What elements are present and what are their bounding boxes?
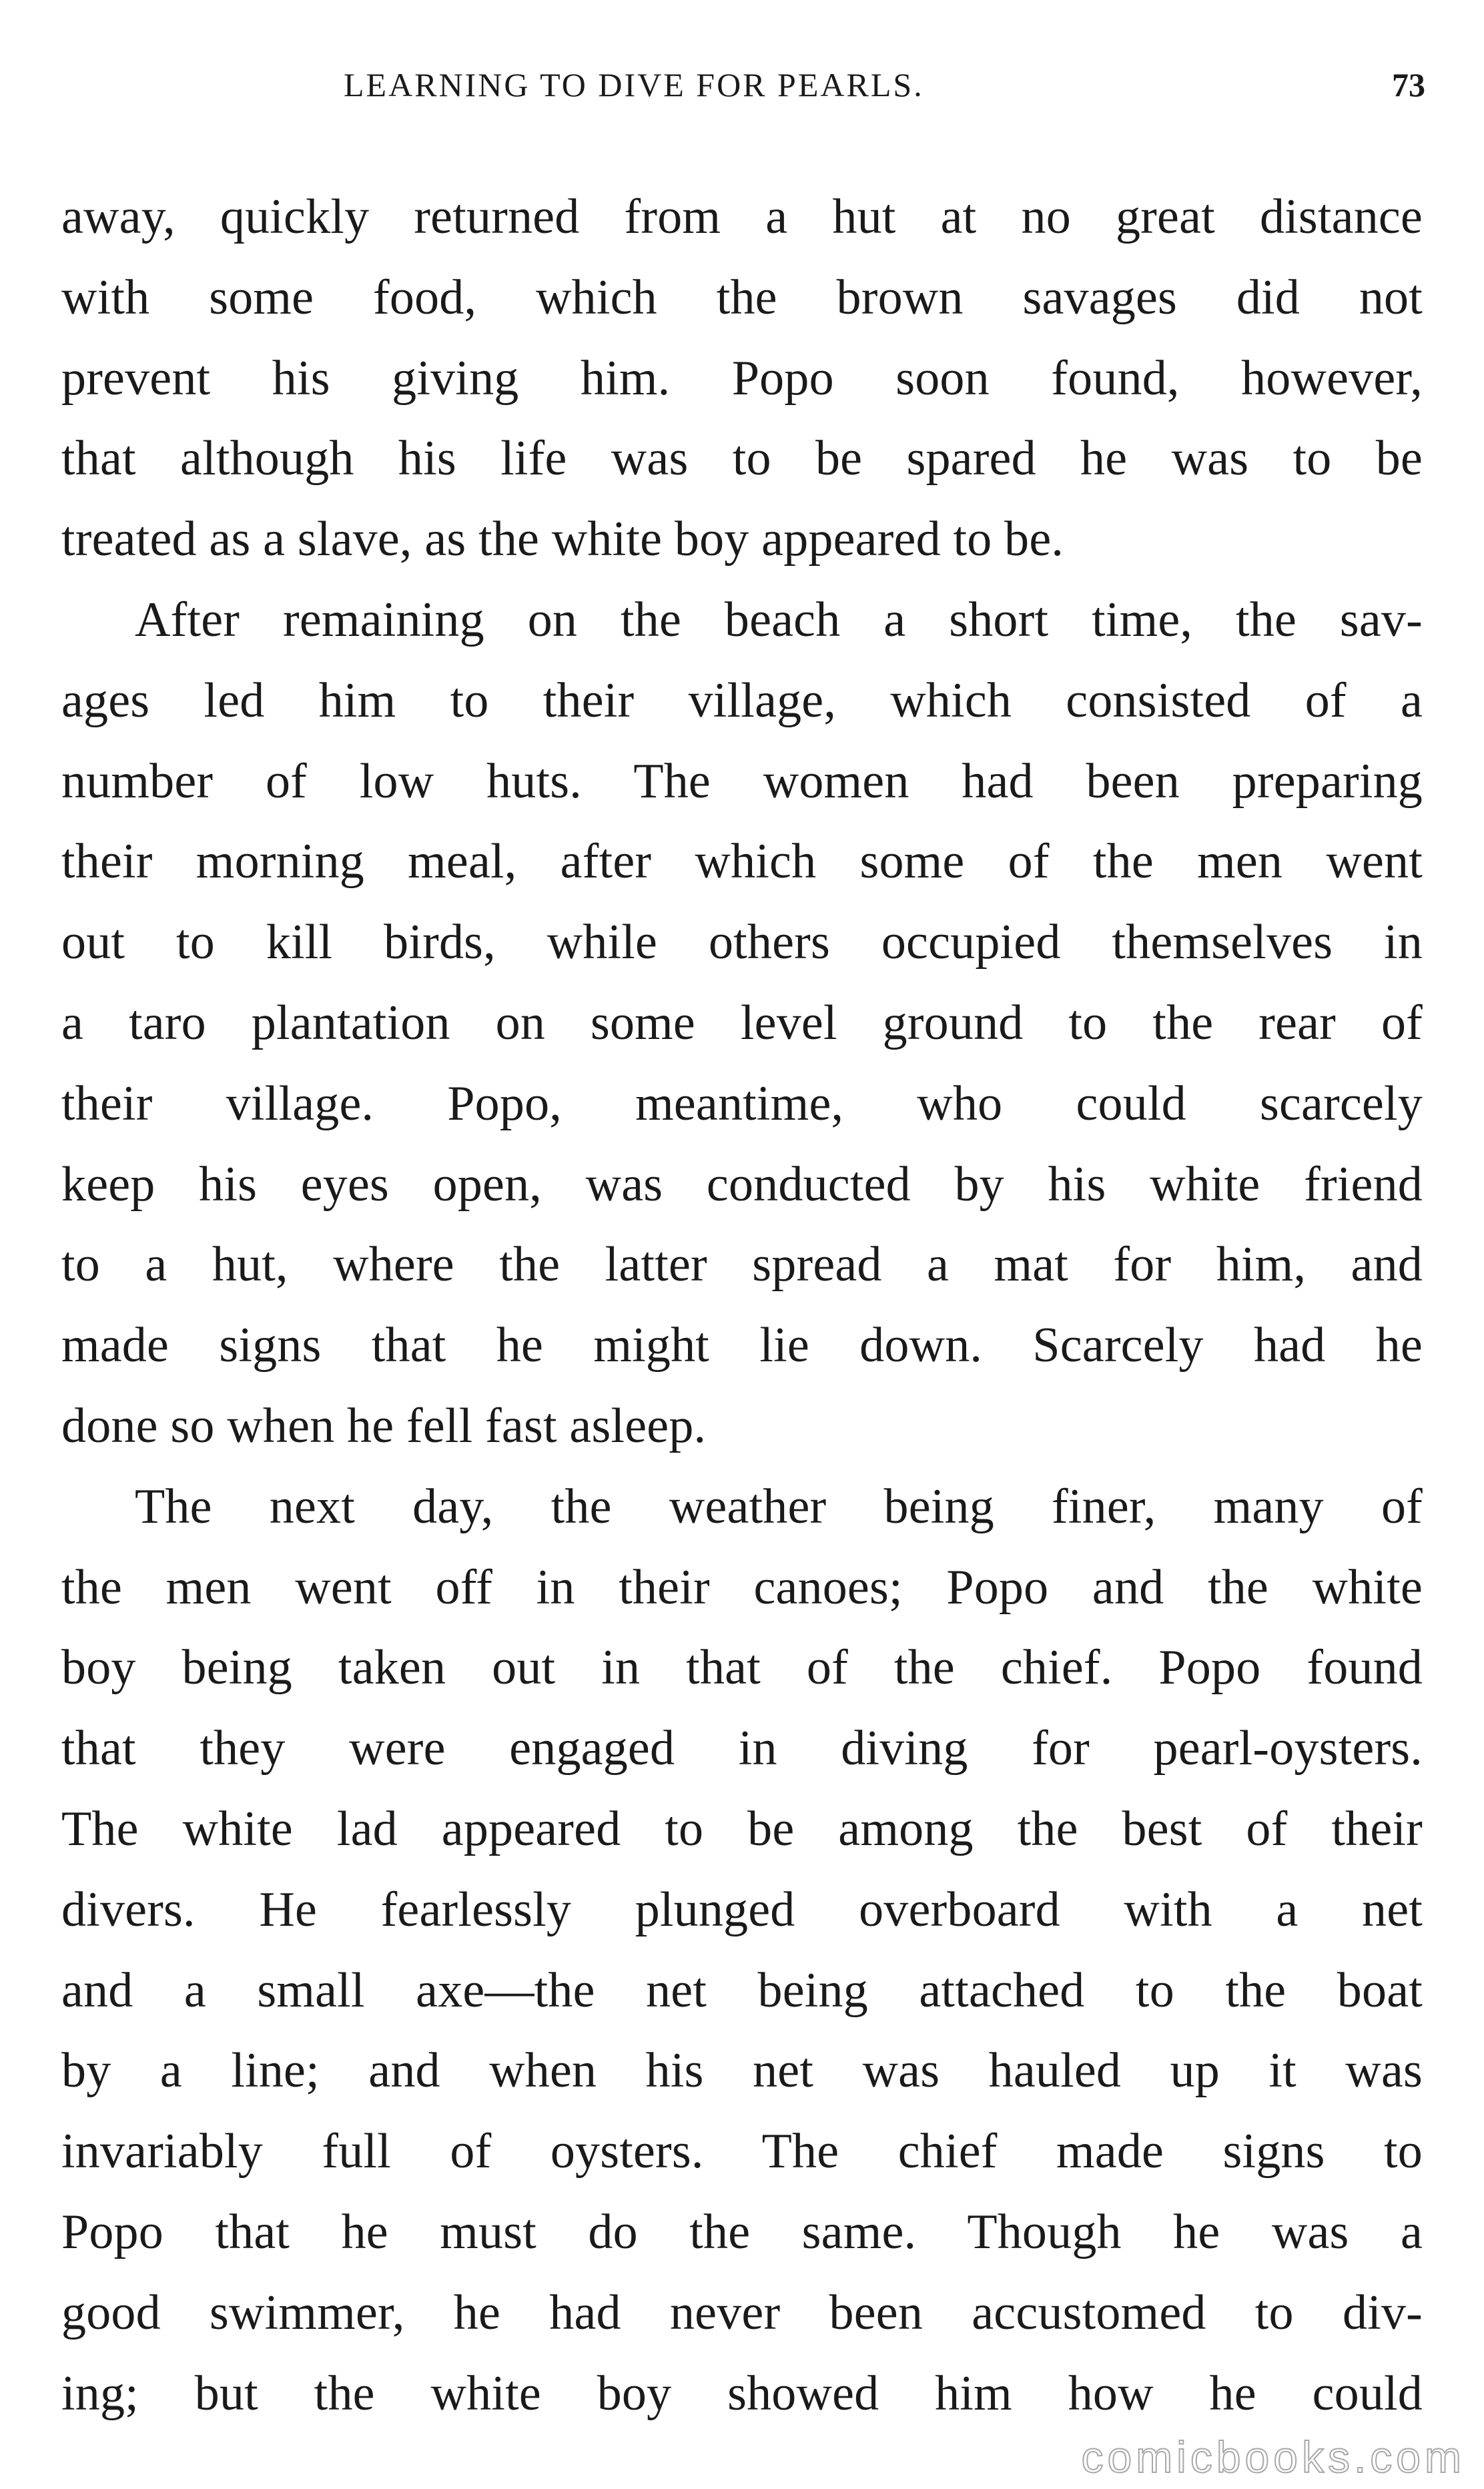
text-line: made signs that he might lie down. Scarcely had he [61,1318,1423,1373]
text-line: the men went off in their canoes; Popo and the white [61,1559,1423,1615]
text-line: After remaining on the beach a short time, the sav- [135,592,1423,647]
text-line: their village. Popo, meantime, who could scarcely [61,1076,1423,1131]
text-line: invariably full of oysters. The chief made signs to [61,2124,1423,2179]
text-line: Popo that he must do the same. Though he was a [61,2204,1423,2259]
text-line: done so when he fell fast asleep. [61,1398,707,1453]
text-line: that they were engaged in diving for pearl-oysters. [61,1721,1423,1776]
text-line: with some food, which the brown savages did not [61,270,1423,325]
text-line: divers. He fearlessly plunged overboard with a net [61,1882,1423,1937]
text-line: boy being taken out in that of the chief. Popo found [61,1640,1423,1696]
text-line: by a line; and when his net was hauled up it was [61,2043,1423,2099]
text-line: that although his life was to be spared he was to be [61,431,1423,486]
paragraph-2 [61,580,1423,1467]
running-title: LEARNING TO DIVE FOR PEARLS. [344,66,924,103]
page-number: 73 [1392,66,1425,103]
text-line: keep his eyes open, was conducted by his white friend [61,1156,1423,1212]
text-line: The next day, the weather being finer, many of [135,1479,1423,1534]
text-line: good swimmer, he had never been accustomed to div- [61,2285,1423,2340]
text-line: and a small axe—the net being attached to the boat [61,1963,1423,2018]
text-line: number of low huts. The women had been preparing [61,753,1423,809]
text-line: The white lad appeared to be among the best of their [61,1801,1423,1856]
running-head [0,61,1484,108]
text-line: a taro plantation on some level ground to the rear of [61,995,1423,1050]
text-line: away, quickly returned from a hut at no great distance [61,190,1423,244]
text-line: treated as a slave, as the white boy appeared to be. [61,512,1064,567]
paragraph-3 [61,1467,1423,2434]
text-line: prevent his giving him. Popo soon found, however, [61,350,1423,406]
text-line: ages led him to their village, which consisted of a [61,673,1423,728]
paragraph-1 [61,177,1423,580]
text-line: ing; but the white boy showed him how he could [61,2366,1423,2421]
text-line: their morning meal, after which some of the men went [61,834,1423,890]
body-text [61,177,1423,2434]
text-line: to a hut, where the latter spread a mat for him, and [61,1237,1423,1293]
text-line: out to kill birds, while others occupied themselves in [61,915,1423,970]
watermark: comicbooks.com [1081,2432,1465,2482]
